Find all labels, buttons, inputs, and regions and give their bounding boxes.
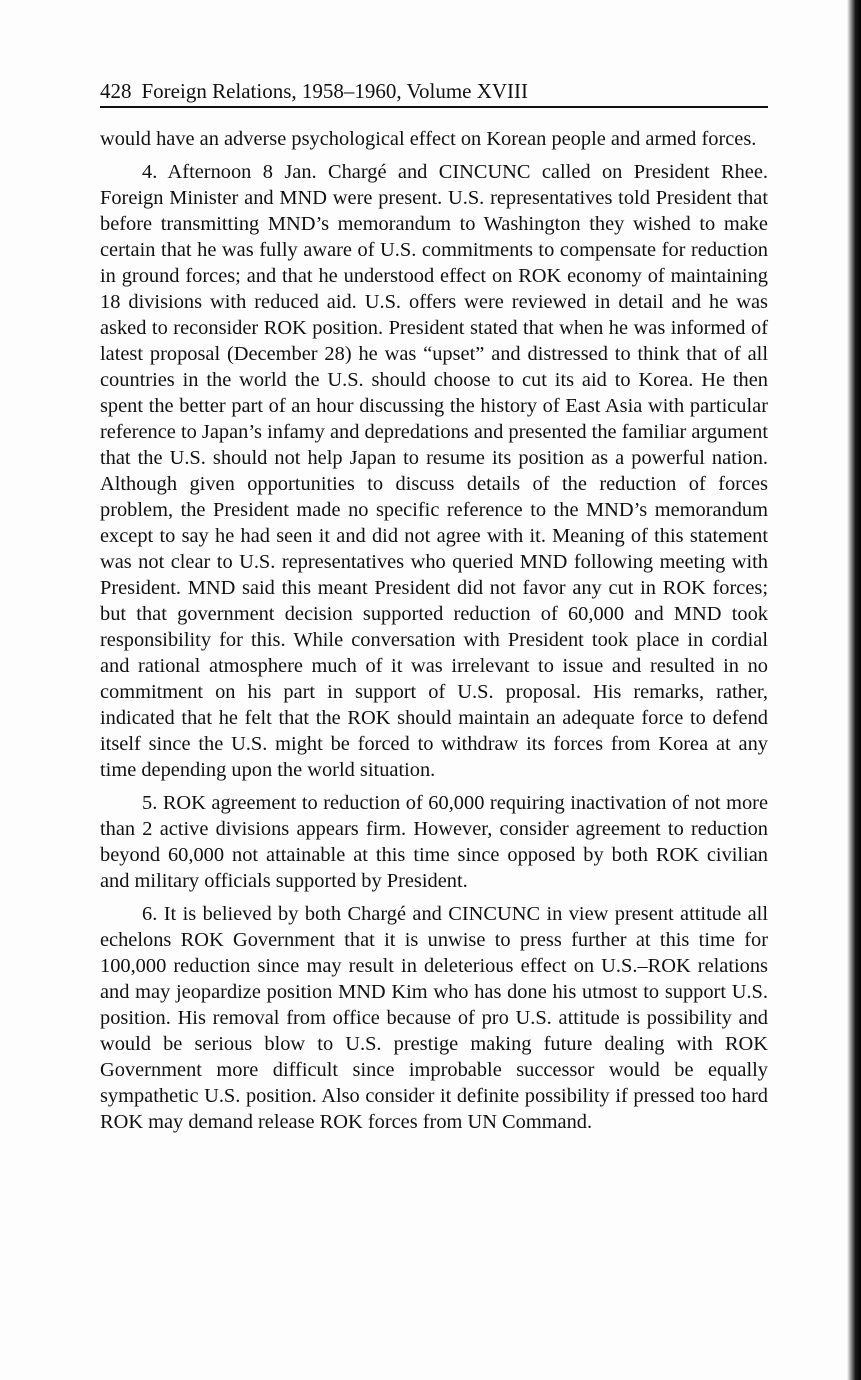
paragraph-6: 6. It is believed by both Chargé and CINCUNC in view present attitude all echelons ROK Government that it is unwise to press further at this time for 100,000 reduction since may result in deleterious effect on U.S.–ROK relations and may jeopardize position MND Kim who has done his utmost to support U.S. position. His removal from office because of pro U.S. attitude is possibility and would be serious blow to U.S. prestige making future dealing with ROK Government more difficult since improbable successor would be equally sympathetic U.S. position. Also consider it definite possibility if pressed too hard ROK may demand release ROK forces from UN Command. <box>100 903 768 1133</box>
body-text <box>100 126 768 1142</box>
running-title: Foreign Relations, 1958–1960, Volume XVIII <box>141 79 529 103</box>
running-header <box>100 76 768 108</box>
paragraph-5: 5. ROK agreement to reduction of 60,000 requiring inactivation of not more than 2 active divisions appears firm. However, consider agreement to reduction beyond 60,000 not attainable at this time since opposed by both ROK civilian and military officials supported by President. <box>100 792 768 892</box>
page-number: 428 <box>100 79 132 103</box>
paragraph-continued: would have an adverse psychological effect on Korean people and armed forces. <box>100 128 757 150</box>
paragraph-4: 4. Afternoon 8 Jan. Chargé and CINCUNC called on President Rhee. Foreign Minister and MND were present. U.S. representatives told President that before transmitting MND’s memorandum to Washington they wished to make certain that he was fully aware of U.S. commitments to compensate for reduction in ground forces; and that he understood effect on ROK economy of maintaining 18 divisions with reduced aid. U.S. offers were reviewed in detail and he was asked to reconsider ROK position. President stated that when he was informed of latest proposal (December 28) he was “upset” and distressed to think that of all countries in the world the U.S. should choose to cut its aid to Korea. He then spent the better part of an hour discussing the history of East Asia with particular reference to Japan’s infamy and depredations and presented the familiar argument that the U.S. should not help Japan to resume its position as a powerful nation. Although given opportunities to discuss details of the reduction of forces problem, the President made no specific reference to the MND’s memorandum except to say he had seen it and did not agree with it. Meaning of this statement was not clear to U.S. representatives who queried MND following meeting with President. MND said this meant President did not favor any cut in ROK forces; but that government decision supported reduction of 60,000 and MND took responsibility for this. While conversation with President took place in cordial and rational atmosphere much of it was irrelevant to issue and resulted in no commitment on his part in support of U.S. proposal. His remarks, rather, indicated that he felt that the ROK should maintain an adequate force to defend itself since the U.S. might be forced to withdraw its forces from Korea at any time depending upon the world situation. <box>100 161 768 781</box>
page-edge-shadow <box>847 0 861 1380</box>
